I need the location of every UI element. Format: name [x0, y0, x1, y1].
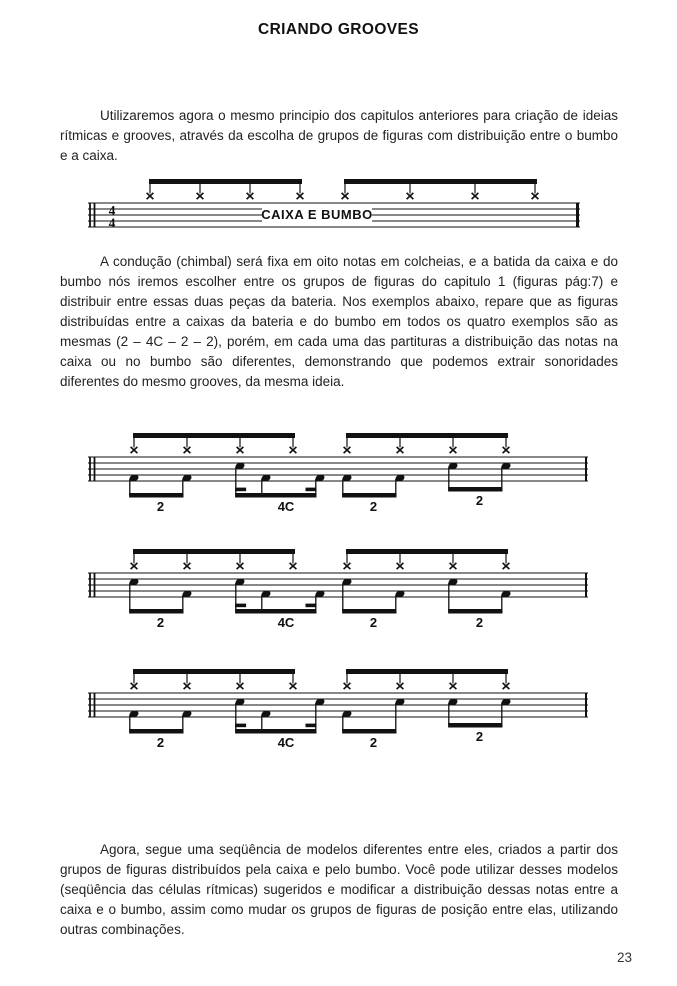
note-beam: [235, 609, 316, 614]
time-signature: 4: [108, 215, 116, 231]
group-label: 2: [475, 493, 484, 508]
staff-lines: [88, 693, 588, 717]
group-label: 2: [369, 735, 378, 750]
staff-label-caixa-e-bumbo: CAIXA E BUMBO: [261, 207, 373, 222]
note-beam: [342, 493, 396, 498]
figure-group-2: [342, 474, 406, 514]
group-label: 2: [156, 499, 165, 514]
note-beam: [129, 609, 183, 614]
notation-intro-staff: [0, 165, 677, 245]
notation-example-3: [0, 655, 677, 759]
sixteenth-beam-stub: [306, 604, 317, 608]
group-label: 2: [156, 615, 165, 630]
group-label: 2: [475, 729, 484, 744]
hihat-eighth-notes: [147, 179, 539, 199]
hihat-beam: [133, 549, 295, 554]
music-staff-svg: [0, 165, 677, 245]
page-title: CRIANDO GROOVES: [257, 21, 419, 38]
note-beam: [129, 493, 183, 498]
group-label: 2: [369, 499, 378, 514]
figure-group-2: [129, 474, 193, 514]
hihat-beam: [346, 549, 508, 554]
note-beam: [235, 729, 316, 734]
note-beam: [129, 729, 183, 734]
hihat-beam: [344, 179, 537, 184]
hihat-eighth-notes: [131, 549, 510, 569]
group-label: 4C: [277, 499, 295, 514]
hihat-beam: [133, 433, 295, 438]
note-beam: [448, 487, 502, 492]
note-beam: [342, 729, 396, 734]
sixteenth-beam-stub: [235, 724, 246, 728]
hihat-eighth-notes: [131, 669, 510, 689]
sixteenth-beam-stub: [306, 488, 317, 492]
notation-example-2: [0, 535, 677, 639]
notation-example-1: [0, 419, 677, 523]
note-beam: [448, 609, 502, 614]
time-signature: 4: [108, 203, 116, 218]
group-label: 2: [156, 735, 165, 750]
note-beam: [342, 609, 396, 614]
paragraph-explanation: A condução (chimbal) será fixa em oito notas em colcheias, e a batida da caixa e do bumbo nós iremos escolher entre os grupos de figuras do capitulo 1 (figuras pág:7) e distribuir entre essas duas peças da bateria. Nos exemplos abaixo, repare que as figuras distribuídas entre a caixas da bateria e do bumbo em todos os quatro exemplos são as mesmas (2 – 4C – 2 – 2), porém, em cada uma das partituras a distribuição das notas na caixa ou no bumbo são diferentes, demonstrando que podemos extrair sonoridades diferentes do mesmo grooves, da mesma ideia.: [60, 254, 618, 389]
hihat-beam: [149, 179, 302, 184]
sixteenth-beam-stub: [235, 488, 246, 492]
group-label: 4C: [277, 615, 295, 630]
music-staff-svg: [0, 655, 677, 759]
hihat-beam: [346, 669, 508, 674]
sixteenth-beam-stub: [235, 604, 246, 608]
staff-lines: [88, 573, 588, 597]
paragraph-intro: Utilizaremos agora o mesmo principio dos capitulos anteriores para criação de ideias rítmicas e grooves, através da escolha de grupos de figuras com distribuição entre o bumbo e a caixa.: [60, 108, 618, 163]
music-staff-svg: [0, 419, 677, 523]
page-number: 23: [616, 950, 632, 965]
group-label: 4C: [277, 735, 295, 750]
figure-group-2: [129, 710, 193, 750]
hihat-beam: [133, 669, 295, 674]
note-beam: [235, 493, 316, 498]
group-label: 2: [369, 615, 378, 630]
hihat-beam: [346, 433, 508, 438]
music-staff-svg: [0, 535, 677, 639]
staff-lines: [88, 457, 588, 481]
hihat-eighth-notes: [131, 433, 510, 453]
paragraph-closing: Agora, segue uma seqüência de modelos diferentes entre eles, criados a partir dos grupos de figuras distribuídos pela caixa e pelo bumbo. Você pode utilizar desses modelos (seqüência das células rítmicas) sugeridos e modificar a distribuição dessas notas entre a caixa e o bumbo, assim como mudar os grupos de figuras de posição entre elas, utilizando outras combinações.: [60, 842, 618, 937]
sixteenth-beam-stub: [306, 724, 317, 728]
group-label: 2: [475, 615, 484, 630]
note-beam: [448, 723, 502, 728]
